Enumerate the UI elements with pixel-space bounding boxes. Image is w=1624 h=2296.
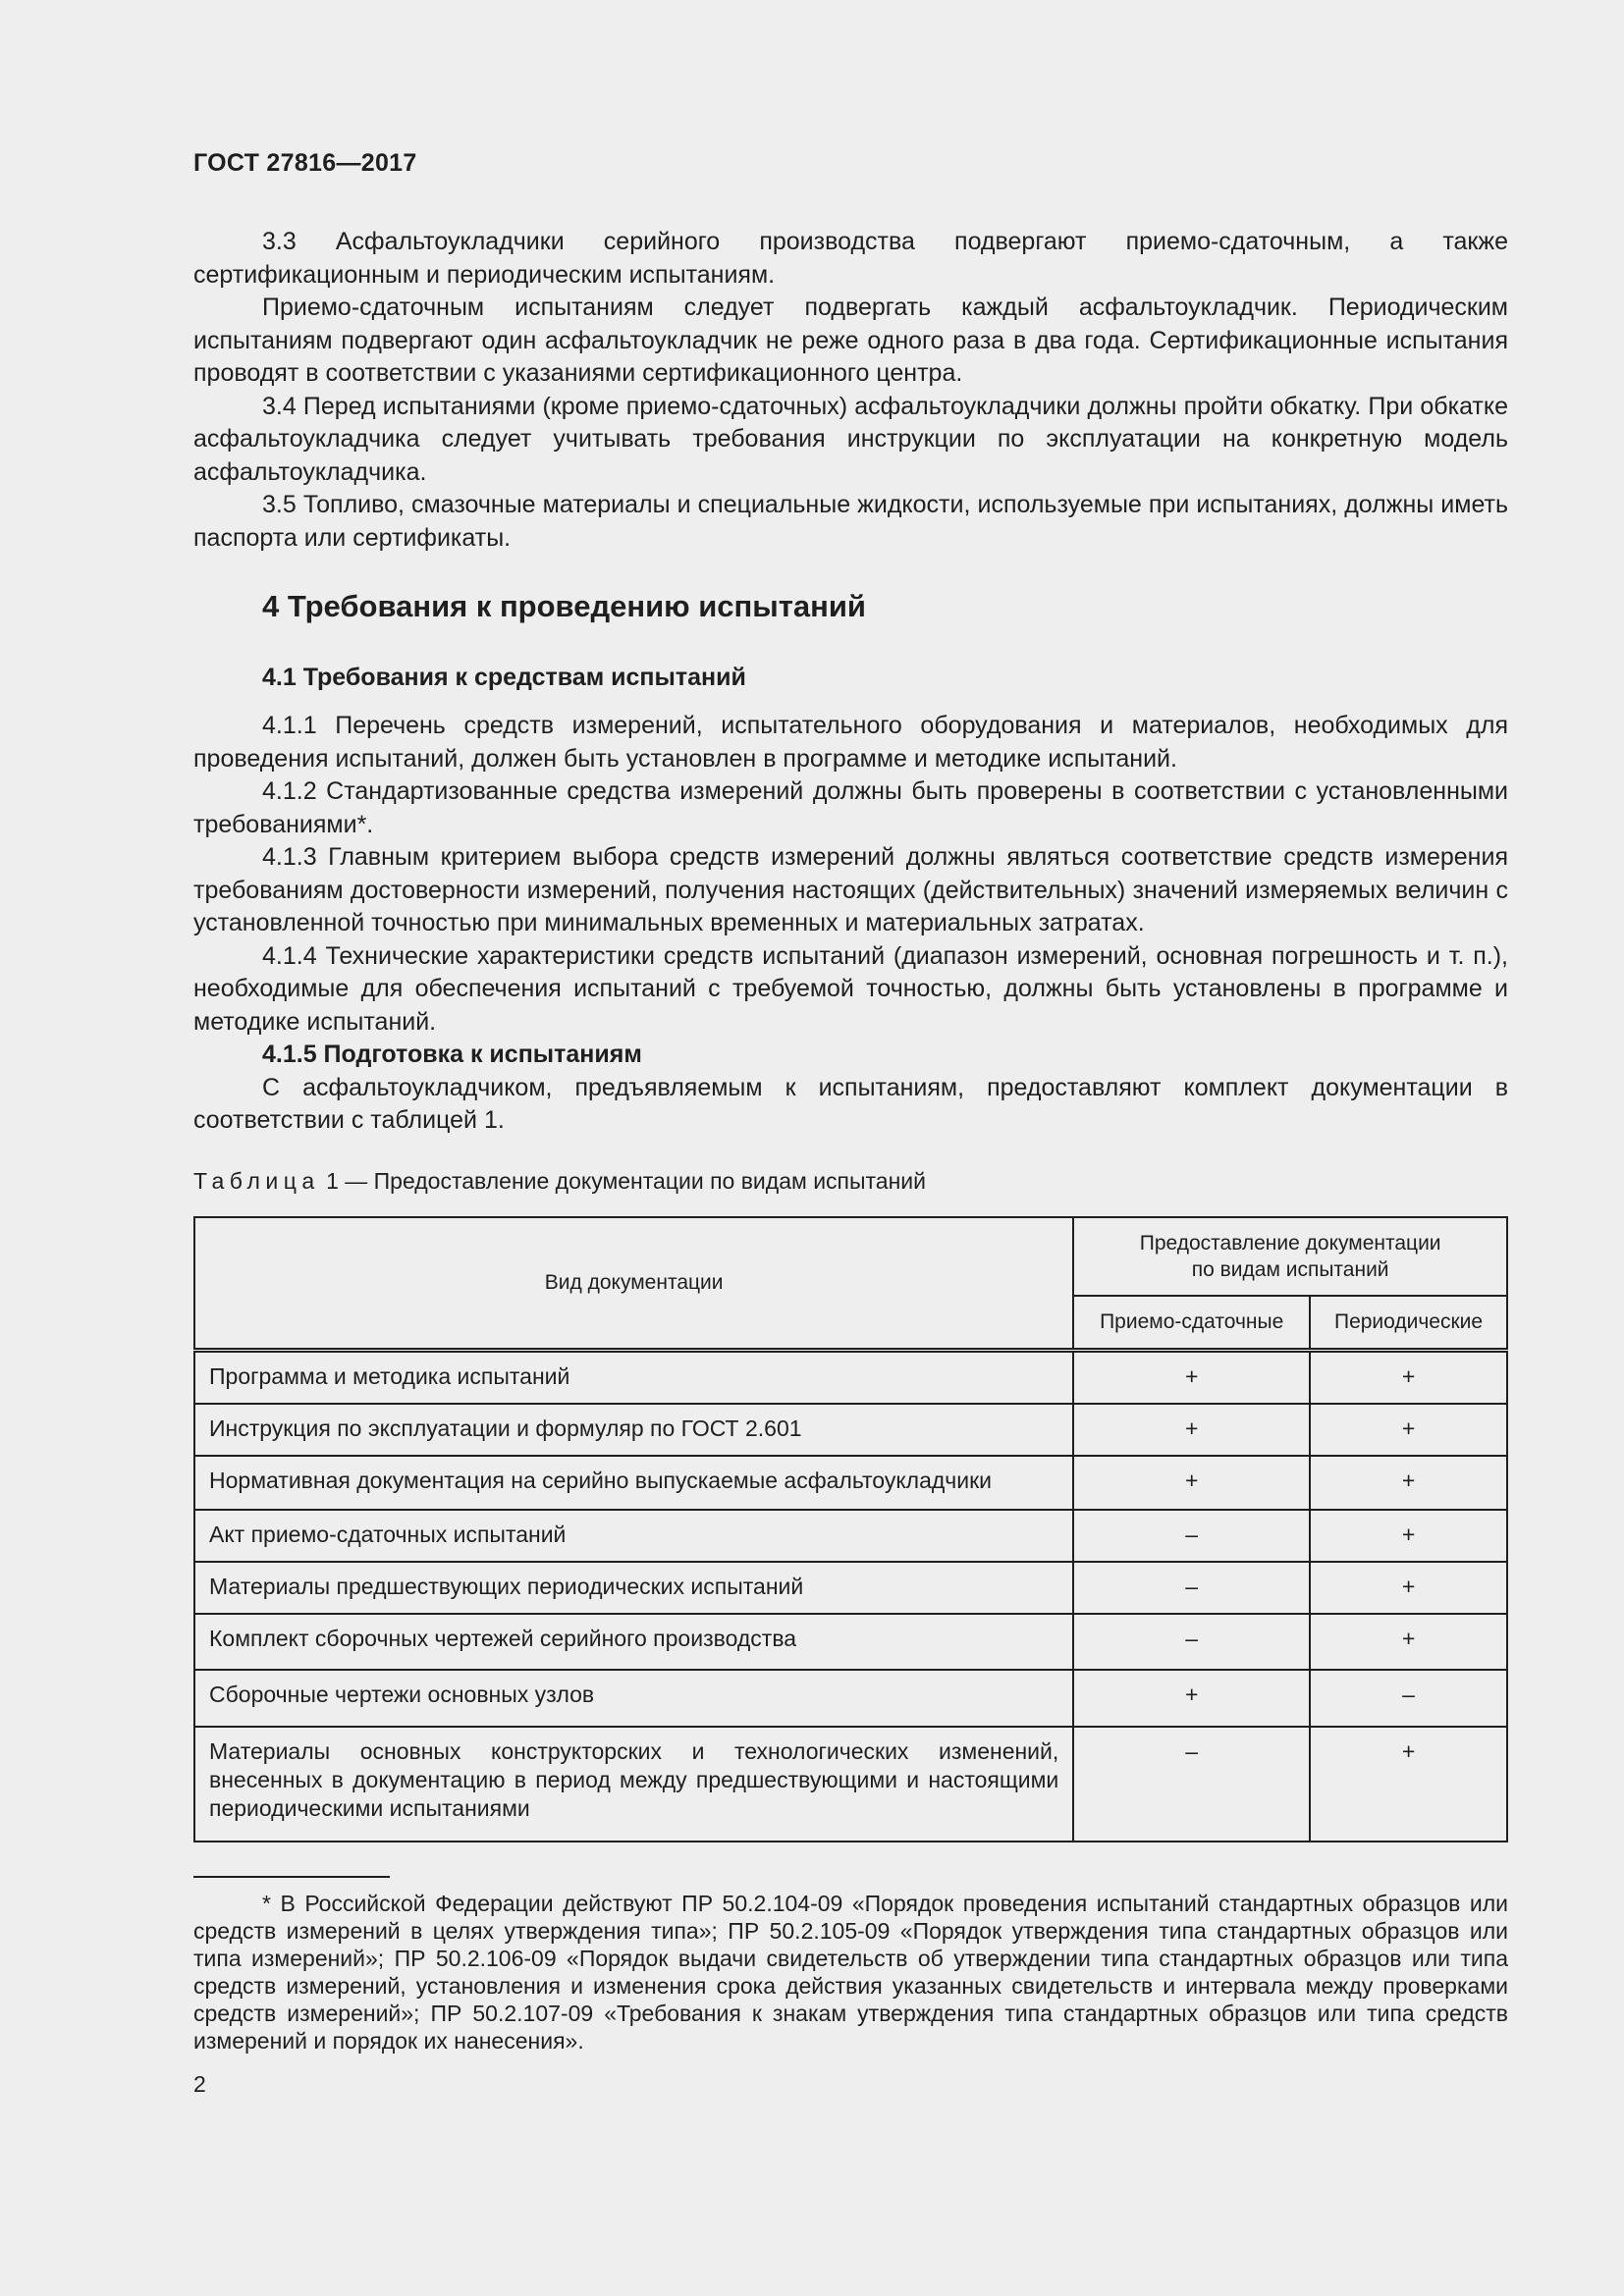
- footnote-separator: [193, 1876, 390, 1878]
- table-row: [194, 1351, 1507, 1405]
- paragraph-3-3: 3.3 Асфальтоукладчики серийного производства подвергают приемо-сдаточным, а также сертификационным и периодическим испытаниям.: [193, 228, 1508, 289]
- row-periodic-mark: +: [1310, 1456, 1507, 1510]
- row-acceptance-mark: +: [1073, 1670, 1310, 1727]
- row-periodic-mark: –: [1310, 1670, 1507, 1727]
- row-acceptance-mark: +: [1073, 1351, 1310, 1405]
- col-header-periodic: Периодические: [1310, 1296, 1507, 1351]
- row-doc-name: Комплект сборочных чертежей серийного производства: [194, 1614, 1073, 1670]
- table-caption-text: 1 — Предоставление документации по видам испытаний: [319, 1168, 926, 1194]
- row-acceptance-mark: –: [1073, 1562, 1310, 1614]
- row-doc-name: Программа и методика испытаний: [194, 1351, 1073, 1405]
- row-doc-name: Сборочные чертежи основных узлов: [194, 1670, 1073, 1727]
- section-4-text: [193, 710, 1508, 1138]
- section-4-heading: 4 Требования к проведению испытаний: [262, 589, 866, 623]
- col-header-doc-type: Вид документации: [194, 1217, 1073, 1351]
- row-periodic-mark: +: [1310, 1404, 1507, 1456]
- row-doc-name: Материалы основных конструкторских и технологических изменений, внесенных в документацию в период между предшествующими и настоящими периодическими испытаниями: [194, 1727, 1073, 1842]
- row-acceptance-mark: –: [1073, 1727, 1310, 1842]
- row-periodic-mark: +: [1310, 1351, 1507, 1405]
- row-doc-name: Материалы предшествующих периодических испытаний: [194, 1562, 1073, 1614]
- row-periodic-mark: +: [1310, 1510, 1507, 1562]
- section-3-text: [193, 226, 1508, 555]
- col-header-acceptance: Приемо-сдаточные: [1073, 1296, 1310, 1351]
- paragraph-4-1-3: 4.1.3 Главным критерием выбора средств измерений должны являться соответствие средств измерения требованиям достоверности измерений, получения настоящих (действительных) значений измеряемых величин с установленной точностью при минимальных временных и материальных затратах.: [193, 843, 1508, 936]
- table-caption-label: Таблица: [193, 1168, 320, 1194]
- paragraph-4-1-4: 4.1.4 Технические характеристики средств испытаний (диапазон измерений, основная погрешность и т. п.), необходимые для обеспечения испытаний с требуемой точностью, должны быть установлены в программе и методике испытаний.: [193, 941, 1508, 1036]
- paragraph-3-3-cont: Приемо-сдаточным испытаниям следует подвергать каждый асфальтоукладчик. Периодическим испытаниям подвергают один асфальтоукладчик не реже одного раза в два года. Сертификационные испытания проводят в соответствии с указаниями сертификационного центра.: [193, 294, 1508, 387]
- page-number: 2: [193, 2071, 206, 2097]
- footnote: [193, 1890, 1508, 2055]
- table-row: [194, 1727, 1507, 1842]
- row-doc-name: Нормативная документация на серийно выпускаемые асфальтоукладчики: [194, 1456, 1073, 1510]
- row-acceptance-mark: +: [1073, 1456, 1310, 1510]
- table-row: [194, 1614, 1507, 1670]
- paragraph-3-4: 3.4 Перед испытаниями (кроме приемо-сдаточных) асфальтоукладчики должны пройти обкатку. При обкатке асфальтоукладчика следует учитывать требования инструкции по эксплуатации на конкретную модель асфальтоукладчика.: [193, 392, 1508, 486]
- row-acceptance-mark: –: [1073, 1614, 1310, 1670]
- table-row: [194, 1510, 1507, 1562]
- row-periodic-mark: +: [1310, 1614, 1507, 1670]
- subsection-4-1-heading: 4.1 Требования к средствам испытаний: [262, 664, 746, 691]
- row-acceptance-mark: –: [1073, 1510, 1310, 1562]
- col-header-group: Предоставление документации по видам испытаний: [1073, 1217, 1507, 1296]
- row-periodic-mark: +: [1310, 1727, 1507, 1842]
- row-acceptance-mark: +: [1073, 1404, 1310, 1456]
- documentation-table: [193, 1216, 1508, 1842]
- table-row: [194, 1404, 1507, 1456]
- footnote-text: * В Российской Федерации действуют ПР 50.2.104-09 «Порядок проведения испытаний стандартных образцов или средств измерений в целях утверждения типа»; ПР 50.2.105-09 «Порядок утверждения типа стандартных образцов или типа измерений»; ПР 50.2.106-09 «Порядок выдачи свидетельств об утверждении типа стандартных образцов или типа средств измерений, установления и изменения срока действия указанных свидетельств и интервала между проверками средств измерений»; ПР 50.2.107-09 «Требования к знакам утверждения типа стандартных образцов или типа средств измерений и порядок их нанесения».: [193, 1891, 1508, 2054]
- table-row: [194, 1456, 1507, 1510]
- row-doc-name: Инструкция по эксплуатации и формуляр по ГОСТ 2.601: [194, 1404, 1073, 1456]
- paragraph-4-1-2: 4.1.2 Стандартизованные средства измерений должны быть проверены в соответствии с установленными требованиями*.: [193, 777, 1508, 838]
- standard-code-header: ГОСТ 27816—2017: [193, 149, 417, 177]
- paragraph-4-1-1: 4.1.1 Перечень средств измерений, испытательного оборудования и материалов, необходимых для проведения испытаний, должен быть установлен в программе и методике испытаний.: [193, 712, 1508, 773]
- table-caption: [193, 1168, 926, 1195]
- row-periodic-mark: +: [1310, 1562, 1507, 1614]
- subheading-4-1-5: 4.1.5 Подготовка к испытаниям: [262, 1041, 642, 1068]
- paragraph-3-5: 3.5 Топливо, смазочные материалы и специальные жидкости, используемые при испытаниях, должны иметь паспорта или сертификаты.: [193, 491, 1508, 552]
- table-row: [194, 1670, 1507, 1727]
- paragraph-4-1-5: С асфальтоукладчиком, предъявляемым к испытаниям, предоставляют комплект документации в соответствии с таблицей 1.: [193, 1073, 1508, 1134]
- table-row: [194, 1562, 1507, 1614]
- row-doc-name: Акт приемо-сдаточных испытаний: [194, 1510, 1073, 1562]
